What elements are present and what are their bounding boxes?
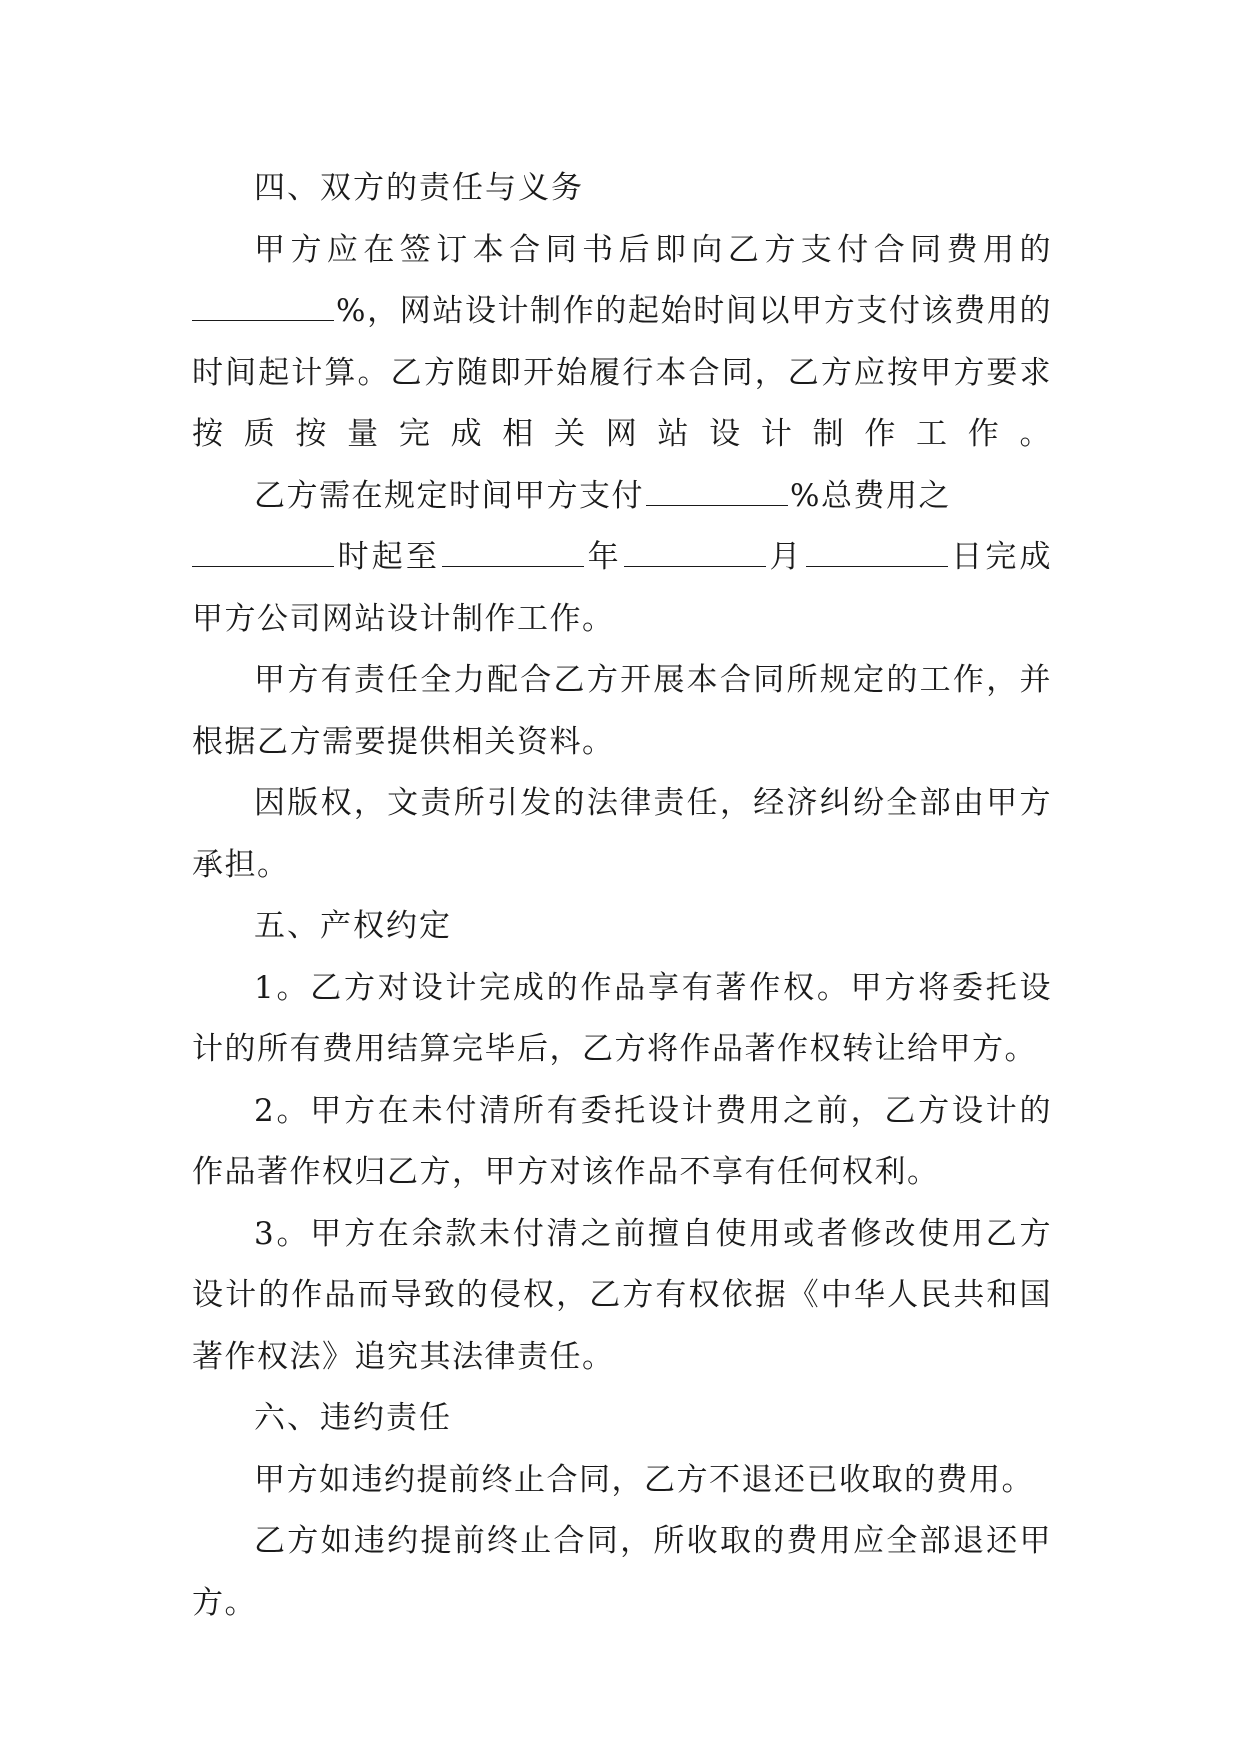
section-heading: 五、产权约定	[254, 908, 452, 944]
section-heading: 四、双方的责任与义务	[254, 170, 584, 206]
paragraph: 因版权，文责所引发的法律责任，经济纠纷全部由甲方承担。	[192, 785, 1052, 883]
fill-in-blank[interactable]	[192, 535, 334, 567]
paragraph: 甲方有责任全力配合乙方开展本合同所规定的工作，并根据乙方需要提供相关资料。	[192, 662, 1052, 760]
section-heading: 六、违约责任	[254, 1400, 452, 1436]
document-body	[192, 158, 1052, 1634]
paragraph: 3。甲方在余款未付清之前擅自使用或者修改使用乙方设计的作品而导致的侵权，乙方有权依据《中华人民共和国著作权法》追究其法律责任。	[192, 1215, 1052, 1375]
paragraph: 乙方如违约提前终止合同，所收取的费用应全部退还甲方。	[192, 1523, 1052, 1621]
paragraph: 乙方需在规定时间甲方支付 %总费用之 时起至 年 月 日完成甲方公司网站设计制作工作。	[192, 466, 1052, 651]
fill-in-blank[interactable]	[646, 474, 788, 506]
fill-in-blank[interactable]	[192, 289, 334, 321]
paragraph: 1。乙方对设计完成的作品享有著作权。甲方将委托设计的所有费用结算完毕后，乙方将作品著作权转让给甲方。	[192, 969, 1052, 1067]
paragraph: 甲方如违约提前终止合同，乙方不退还已收取的费用。	[254, 1461, 1034, 1498]
fill-in-blank[interactable]	[442, 535, 584, 567]
paragraph: 2。甲方在未付清所有委托设计费用之前，乙方设计的作品著作权归乙方，甲方对该作品不享有任何权利。	[192, 1092, 1052, 1190]
fill-in-blank[interactable]	[624, 535, 766, 567]
fill-in-blank[interactable]	[806, 535, 948, 567]
paragraph: 甲方应在签订本合同书后即向乙方支付合同费用的 %，网站设计制作的起始时间以甲方支付该费用的时间起计算。乙方随即开始履行本合同，乙方应按甲方要求按质按量完成相关网站设计制作工作。	[192, 231, 1052, 452]
